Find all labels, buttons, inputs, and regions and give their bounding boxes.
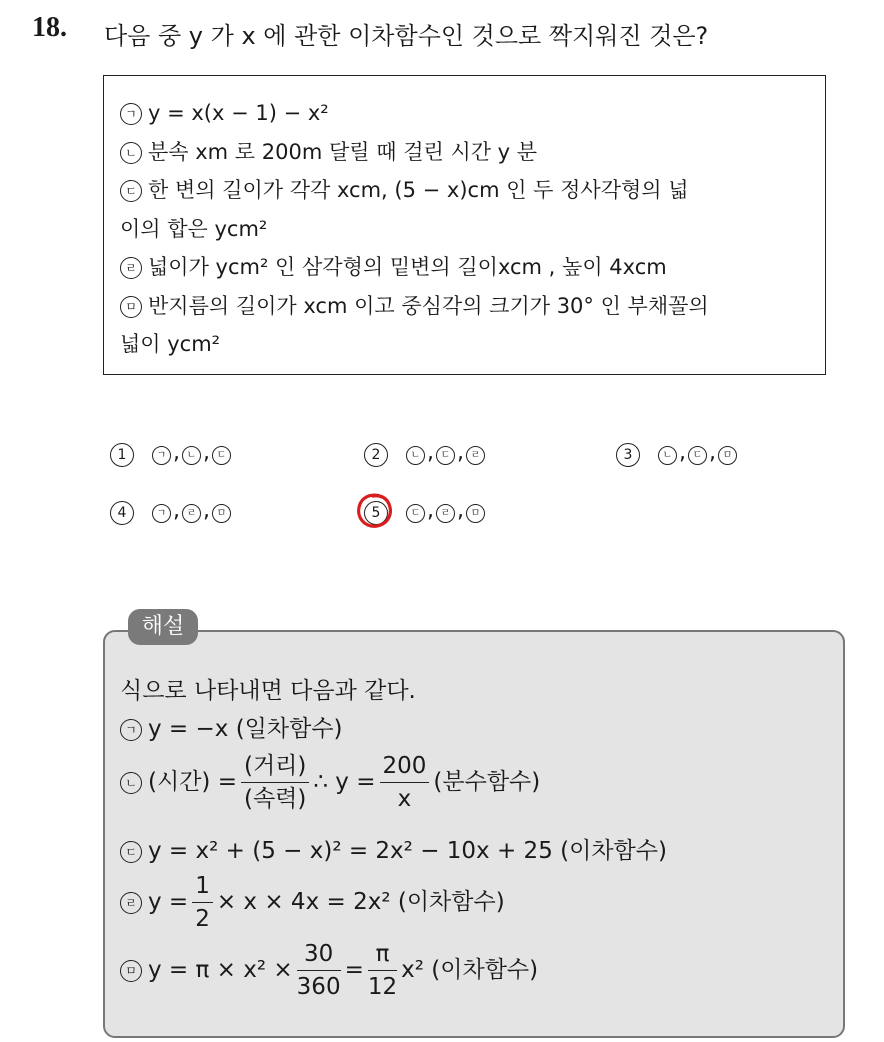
choice-number: 2 — [364, 443, 388, 467]
statement-1 — [120, 94, 810, 133]
circled-mark: ㄴ — [658, 446, 677, 465]
statements-box — [103, 75, 826, 375]
fraction-denominator: 2 — [195, 906, 210, 932]
statement-text: y = x(x − 1) − x² — [148, 101, 329, 125]
circled-mark: ㅁ — [120, 296, 142, 318]
solution-text: y = — [148, 889, 189, 915]
statement-text: 넓이가 ycm² 인 삼각형의 밑변의 길이xcm , 높이 4xcm — [148, 255, 667, 279]
circled-mark: ㅁ — [718, 446, 737, 465]
fraction-numerator: π — [368, 938, 397, 971]
choice-5[interactable]: 5 ㄷ , ㄹ , ㅁ — [364, 498, 487, 525]
statement-text: 이의 합은 ycm² — [120, 216, 268, 241]
solution-line-2 — [120, 750, 540, 815]
circled-mark: ㄱ — [152, 504, 171, 523]
choice-2[interactable]: 2 ㄴ , ㄷ , ㄹ — [364, 440, 487, 467]
solution-text: (분수함수) — [433, 769, 541, 795]
fraction — [192, 870, 213, 935]
circled-mark: ㄷ — [436, 446, 455, 465]
circled-mark: ㄷ — [120, 841, 142, 863]
circled-mark: ㄱ — [120, 719, 142, 741]
choice-number: 4 — [110, 501, 134, 525]
solution-text: x² (이차함수) — [401, 957, 539, 983]
circled-mark: ㄴ — [120, 772, 142, 794]
circled-mark: ㄹ — [436, 504, 455, 523]
fraction-denominator: 12 — [367, 974, 398, 1000]
solution-tag: 해설 — [128, 609, 198, 645]
choice-3[interactable]: 3 ㄴ , ㄷ , ㅁ — [616, 440, 739, 467]
circled-mark: ㄴ — [120, 142, 142, 164]
question-stem: 다음 중 y 가 x 에 관한 이차함수인 것으로 짝지워진 것은? — [104, 22, 709, 50]
fraction-numerator: 200 — [380, 750, 430, 783]
answer-circle-icon — [355, 490, 395, 530]
choice-4[interactable]: 4 ㄱ , ㄹ , ㅁ — [110, 498, 233, 525]
solution-text: × x × 4x = 2x² (이차함수) — [216, 889, 505, 915]
circled-mark: ㄷ — [120, 180, 142, 202]
fraction — [368, 938, 397, 1003]
fraction-numerator: (거리) — [241, 750, 309, 783]
fraction-numerator: 30 — [297, 938, 341, 971]
solution-text: y = π × x² × — [148, 957, 293, 983]
question-number: 18. — [32, 12, 67, 43]
fraction-denominator: 360 — [296, 974, 341, 1000]
circled-mark: ㅁ — [212, 504, 231, 523]
circled-mark: ㅁ — [120, 960, 142, 982]
statement-text: 넓이 ycm² — [120, 332, 221, 356]
circled-mark: ㅁ — [466, 504, 485, 523]
solution-text: (시간) = — [148, 769, 237, 795]
solution-line-4 — [120, 870, 505, 935]
circled-mark: ㄹ — [120, 892, 142, 914]
statement-2 — [120, 133, 810, 172]
choice-number: 5 — [364, 501, 388, 525]
solution-text: y = −x (일차함수) — [148, 716, 343, 742]
fraction — [297, 938, 341, 1003]
choice-1[interactable]: 1 ㄱ , ㄴ , ㄷ — [110, 440, 233, 467]
circled-mark: ㄹ — [466, 446, 485, 465]
statement-4 — [120, 248, 810, 287]
circled-mark: ㄷ — [406, 504, 425, 523]
choice-number: 3 — [616, 443, 640, 467]
statement-text: 분속 xm 로 200m 달릴 때 걸린 시간 y 분 — [148, 139, 538, 164]
solution-line-1 — [120, 710, 343, 743]
solution-intro: 식으로 나타내면 다음과 같다. — [120, 678, 416, 704]
fraction — [241, 750, 309, 815]
choice-number: 1 — [110, 443, 134, 467]
statement-5 — [120, 287, 810, 326]
fraction — [380, 750, 430, 815]
fraction-numerator: 1 — [192, 870, 213, 903]
solution-line-3 — [120, 832, 667, 865]
circled-mark: ㄴ — [182, 446, 201, 465]
circled-mark: ㄴ — [406, 446, 425, 465]
statement-3-cont — [120, 210, 810, 249]
circled-mark: ㄱ — [120, 103, 142, 125]
circled-mark: ㄷ — [688, 446, 707, 465]
statement-text: 한 변의 길이가 각각 xcm, (5 − x)cm 인 두 정사각형의 넓 — [148, 178, 689, 202]
circled-mark: ㄹ — [182, 504, 201, 523]
fraction-denominator: x — [397, 786, 412, 812]
solution-line-5 — [120, 938, 538, 1003]
solution-text: y = x² + (5 − x)² = 2x² − 10x + 25 (이차함수) — [148, 838, 667, 864]
statement-3 — [120, 171, 810, 210]
circled-mark: ㄹ — [120, 257, 142, 279]
circled-mark: ㄷ — [212, 446, 231, 465]
solution-text: ∴ y = — [313, 769, 376, 795]
circled-mark: ㄱ — [152, 446, 171, 465]
fraction-denominator: (속력) — [243, 786, 307, 812]
statement-5-cont — [120, 325, 810, 364]
statement-text: 반지름의 길이가 xcm 이고 중심각의 크기가 30° 인 부채꼴의 — [148, 293, 709, 318]
solution-text: = — [344, 957, 364, 983]
